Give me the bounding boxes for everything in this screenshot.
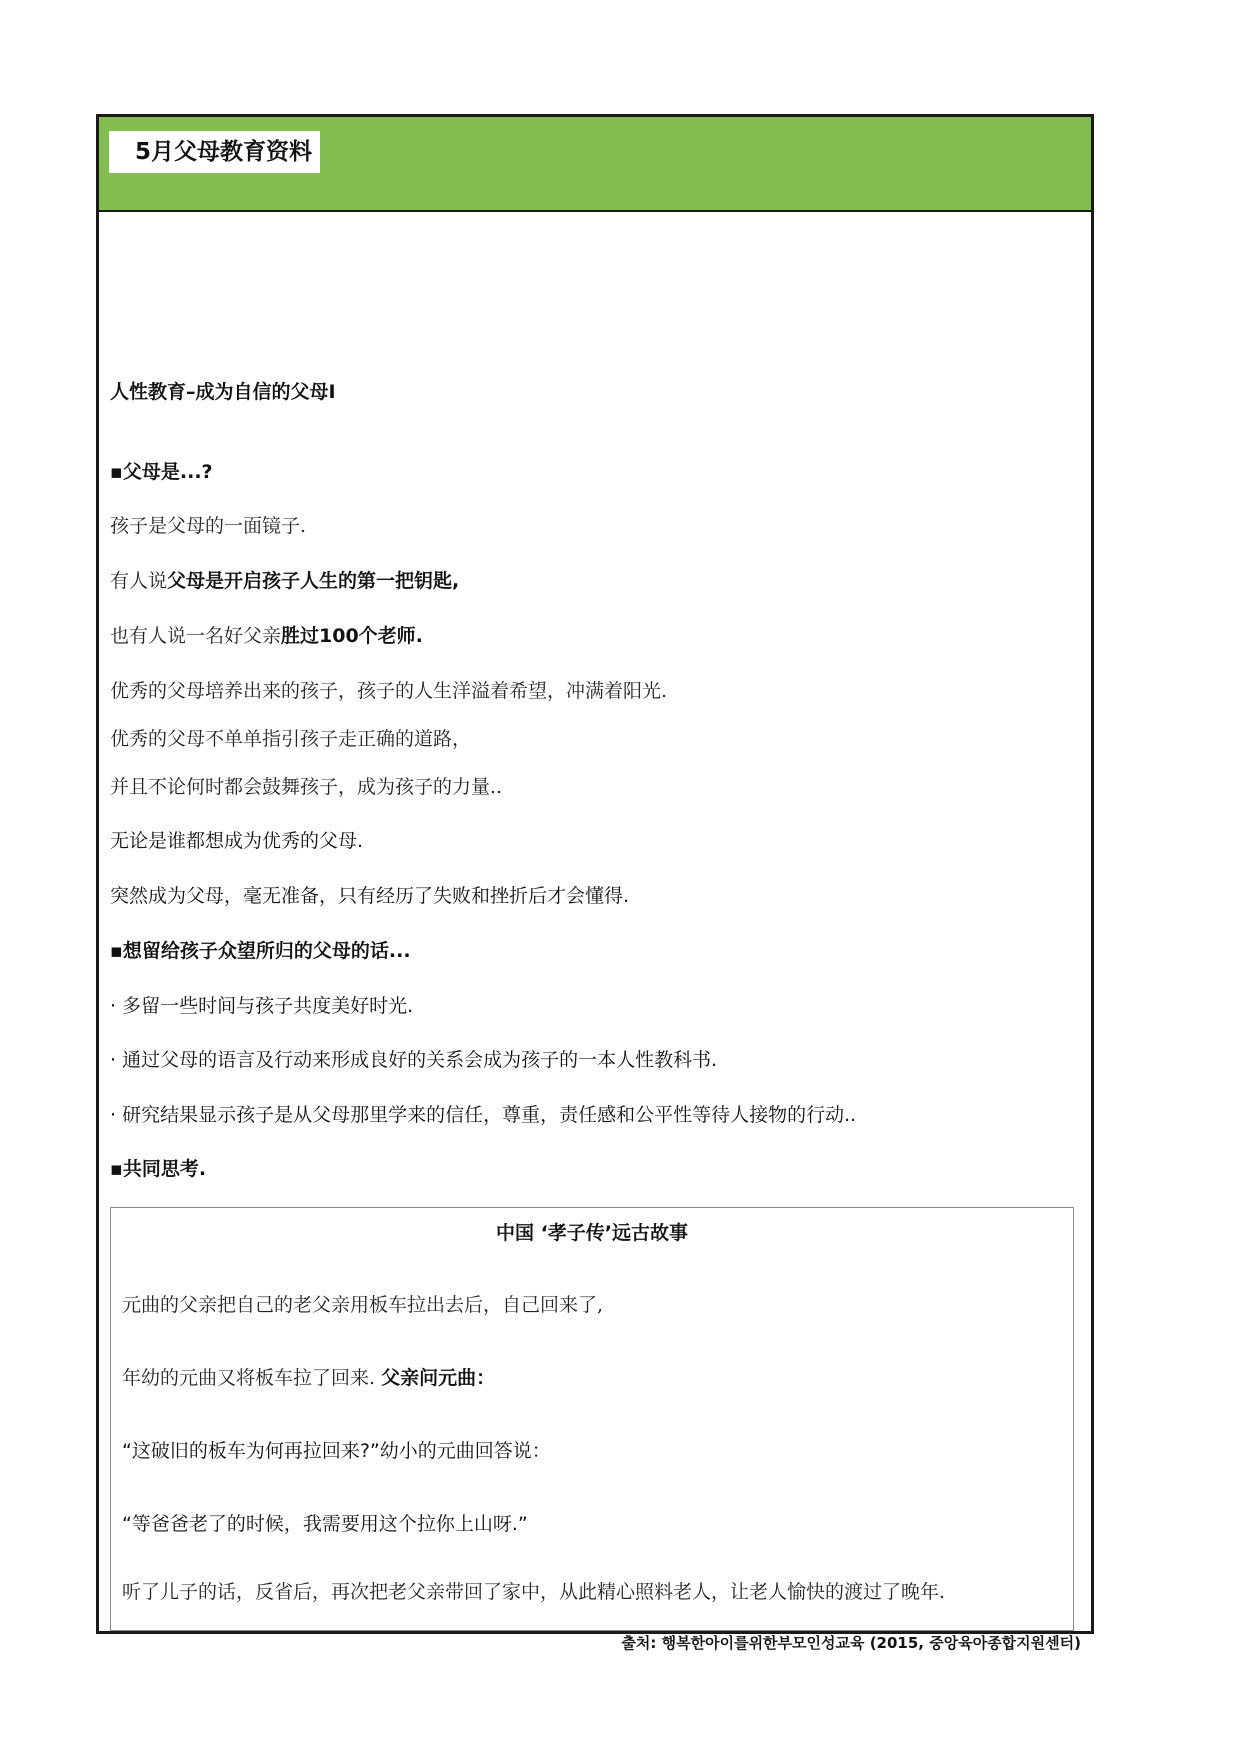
plain-text: 优秀的父母培养出来的孩子，孩子的人生洋溢着希望，冲满着阳光.: [110, 680, 668, 702]
section-title-parents: ▪父母是...?: [110, 461, 213, 483]
story-line: [122, 1365, 495, 1391]
plain-text: 孩子是父母的一面镜子.: [110, 515, 307, 537]
story-line: 元曲的父亲把自己的老父亲用板车拉出去后，自己回来了,: [122, 1294, 604, 1316]
document-frame: [96, 114, 1094, 1652]
paragraph-line: [110, 774, 502, 800]
paragraph-line: [110, 726, 471, 752]
bullet-item: · 研究结果显示孩子是从父母那里学来的信任，尊重，责任感和公平性等待人接物的行动..: [110, 1104, 857, 1126]
paragraph-line: 无论是谁都想成为优秀的父母.: [110, 830, 364, 852]
plain-text: 并且不论何时都会鼓舞孩子，成为孩子的力量..: [110, 776, 503, 798]
source-citation: 출처: 행복한아이를위한부모인성교육 (2015, 중앙육아종합지원센터): [621, 1634, 1081, 1652]
article-body: [99, 117, 1091, 1652]
paragraph-line: [110, 623, 423, 649]
story-line: “等爸爸老了的时候，我需要用这个拉你上山呀.”: [122, 1513, 528, 1535]
bullet-item: · 通过父母的语言及行动来形成良好的关系会成为孩子的一本人性教科书.: [110, 1049, 718, 1071]
section-title-think: ▪共同思考.: [110, 1158, 207, 1180]
bold-text: 父母是开启孩子人生的第一把钥匙,: [167, 570, 460, 592]
story-box: [110, 1207, 1074, 1631]
story-title: 中国 ‘孝子传’远古故事: [495, 1222, 689, 1244]
document-title: 5月父母教育资料: [109, 131, 320, 173]
bold-text: 胜过100个老师.: [281, 625, 423, 647]
paragraph-line: [110, 513, 306, 539]
plain-text: 有人说: [110, 570, 168, 592]
paragraph-line: [110, 568, 459, 594]
plain-text: 年幼的元曲又将板车拉了回来.: [122, 1367, 382, 1389]
plain-text: 也有人说一名好父亲: [110, 625, 282, 647]
paragraph-line: 突然成为父母，毫无准备，只有经历了失败和挫折后才会懂得.: [110, 885, 630, 907]
story-line: 听了儿子的话，反省后，再次把老父亲带回了家中，从此精心照料老人，让老人愉快的渡过了晚年.: [122, 1581, 946, 1603]
article-heading: 人性教育–成为自信的父母Ⅰ: [110, 381, 336, 403]
bullet-item: · 多留一些时间与孩子共度美好时光.: [110, 995, 414, 1017]
story-line: “这破旧的板车为何再拉回来?”幼小的元曲回答说：: [122, 1440, 551, 1462]
section-title-words: ▪想留给孩子众望所归的父母的话...: [110, 940, 411, 962]
paragraph-line: [110, 678, 667, 704]
plain-text: 优秀的父母不单单指引孩子走正确的道路，: [110, 728, 472, 750]
bold-text: 父亲问元曲：: [381, 1367, 496, 1389]
